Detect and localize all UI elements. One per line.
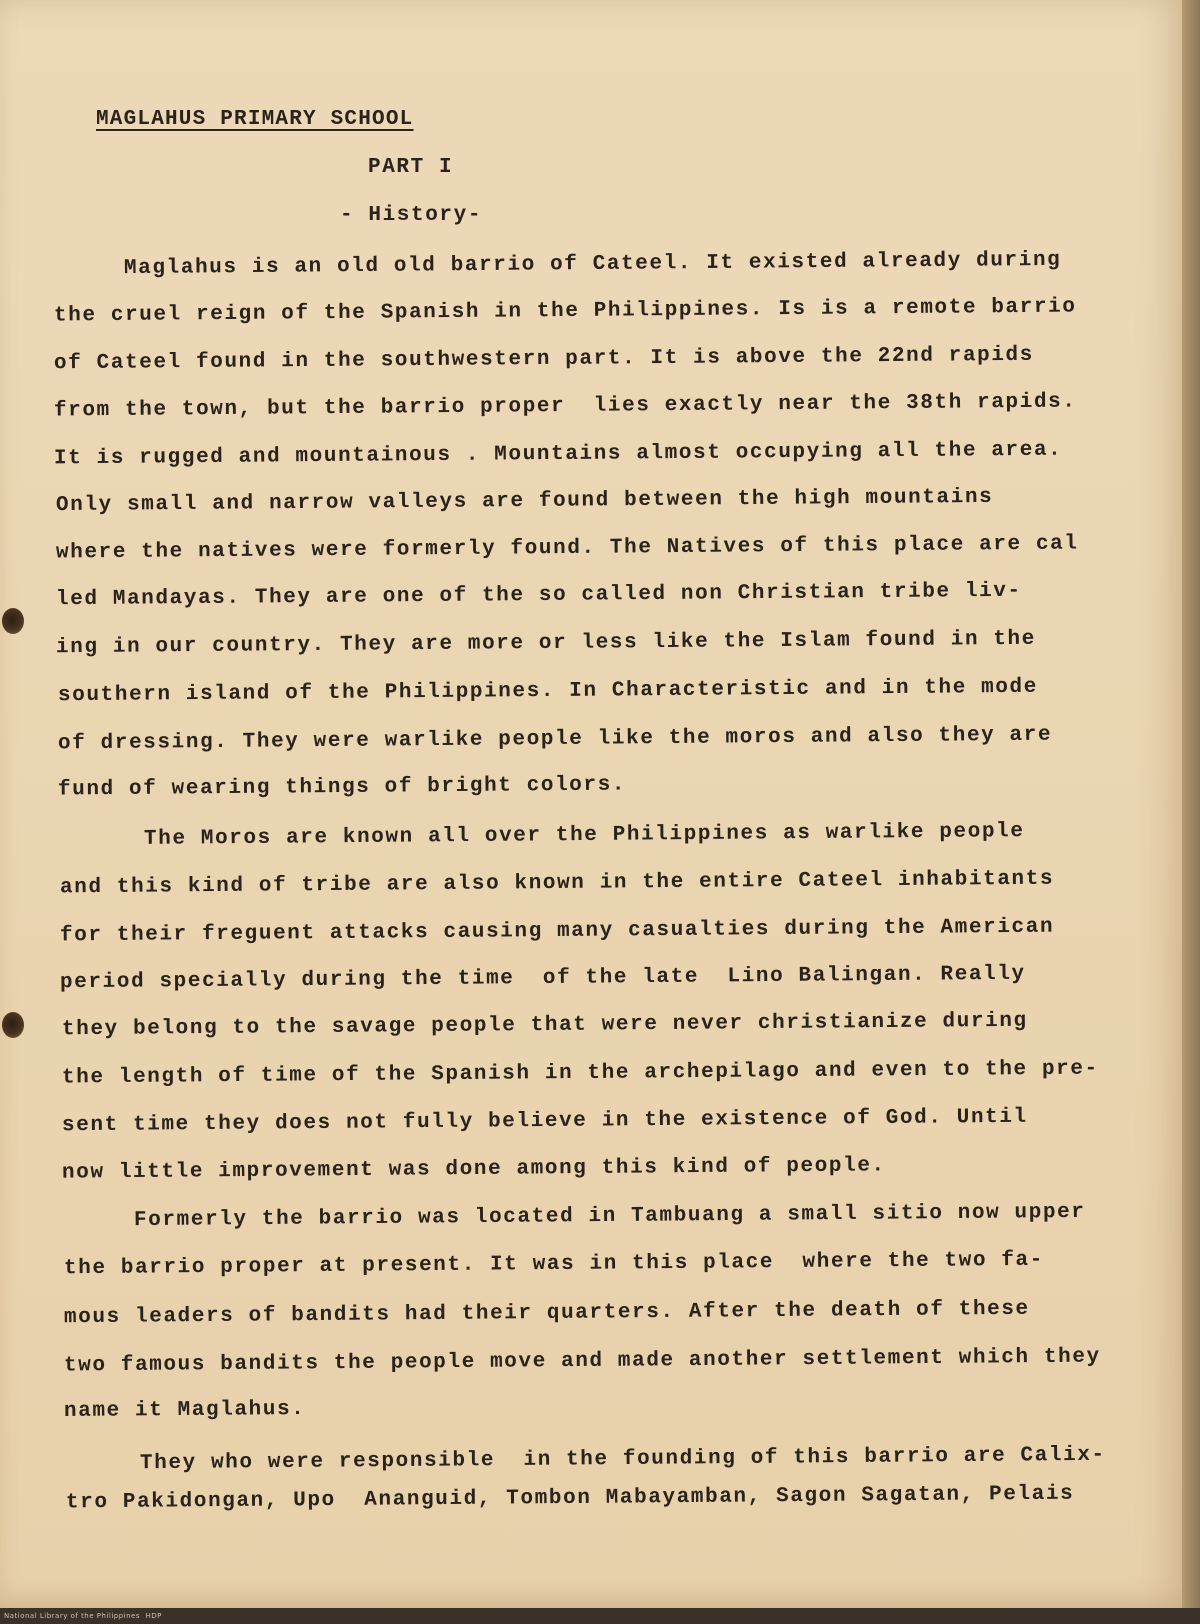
text-line: two famous bandits the people move and made another settlement which they xyxy=(63,1345,1101,1378)
text-line: of dressing. They were warlike people like the moros and also they are xyxy=(57,723,1053,756)
text-line: The Moros are known all over the Philippines as warlike people xyxy=(143,820,1025,851)
text-line: Maglahus is an old old barrio of Cateel. It existed already during xyxy=(123,248,1062,281)
text-line: led Mandayas. They are one of the so called non Christian tribe liv- xyxy=(55,579,1022,612)
punch-hole xyxy=(2,1012,24,1038)
text-line: the barrio proper at present. It was in this place where the two fa- xyxy=(63,1248,1045,1281)
text-line: for their freguent attacks causing many casualties during the American xyxy=(59,915,1055,948)
text-line: southern island of the Philippines. In Characteristic and in the mode xyxy=(57,675,1039,708)
text-line: mous leaders of bandits had their quarters. After the death of these xyxy=(63,1297,1030,1330)
bottom-border xyxy=(0,1608,1200,1624)
punch-hole xyxy=(2,608,24,634)
text-line: They who were responsible in the founding of this barrio are Calix- xyxy=(139,1443,1106,1476)
text-line: It is rugged and mountainous . Mountains almost occupying all the area. xyxy=(53,438,1063,471)
text-line: now little improvement was done among this kind of people. xyxy=(61,1154,886,1185)
text-line: Only small and narrow valleys are found between the high mountains xyxy=(55,485,994,518)
text-line: from the town, but the barrio proper lies exactly near the 38th rapids. xyxy=(53,390,1077,423)
text-line: period specially during the time of the late Lino Balingan. Really xyxy=(59,962,1026,995)
text-line: tro Pakidongan, Upo Ananguid, Tombon Mabayamban, Sagon Sagatan, Pelais xyxy=(65,1482,1075,1515)
text-line: and this kind of tribe are also known in the entire Cateel inhabitants xyxy=(59,867,1055,900)
text-line: Formerly the barrio was located in Tambuang a small sitio now upper xyxy=(133,1200,1086,1233)
text-line: sent time they does not fully believe in the existence of God. Until xyxy=(61,1105,1028,1138)
text-line: of Cateel found in the southwestern part. It is above the 22nd rapids xyxy=(53,343,1035,376)
text-line: name it Maglahus. xyxy=(63,1397,306,1424)
text-line: where the natives were formerly found. The Natives of this place are cal xyxy=(55,532,1079,565)
text-line: ing in our country. They are more or less like the Islam found in the xyxy=(55,627,1037,660)
document-heading: MAGLAHUS PRIMARY SCHOOL xyxy=(96,108,414,131)
text-line: they belong to the savage people that were never christianize during xyxy=(61,1009,1028,1042)
text-line: the cruel reign of the Spanish in the Philippines. Is is a remote barrio xyxy=(53,295,1077,328)
text-line: the length of time of the Spanish in the archepilago and even to the pre- xyxy=(61,1057,1099,1090)
footer-note: National Library of the Philippines HDP xyxy=(4,1612,162,1620)
text-line: fund of wearing things of bright colors. xyxy=(57,773,627,802)
page-edge xyxy=(1182,0,1200,1608)
section-title: - History- xyxy=(340,204,483,227)
part-label: PART I xyxy=(368,156,454,179)
